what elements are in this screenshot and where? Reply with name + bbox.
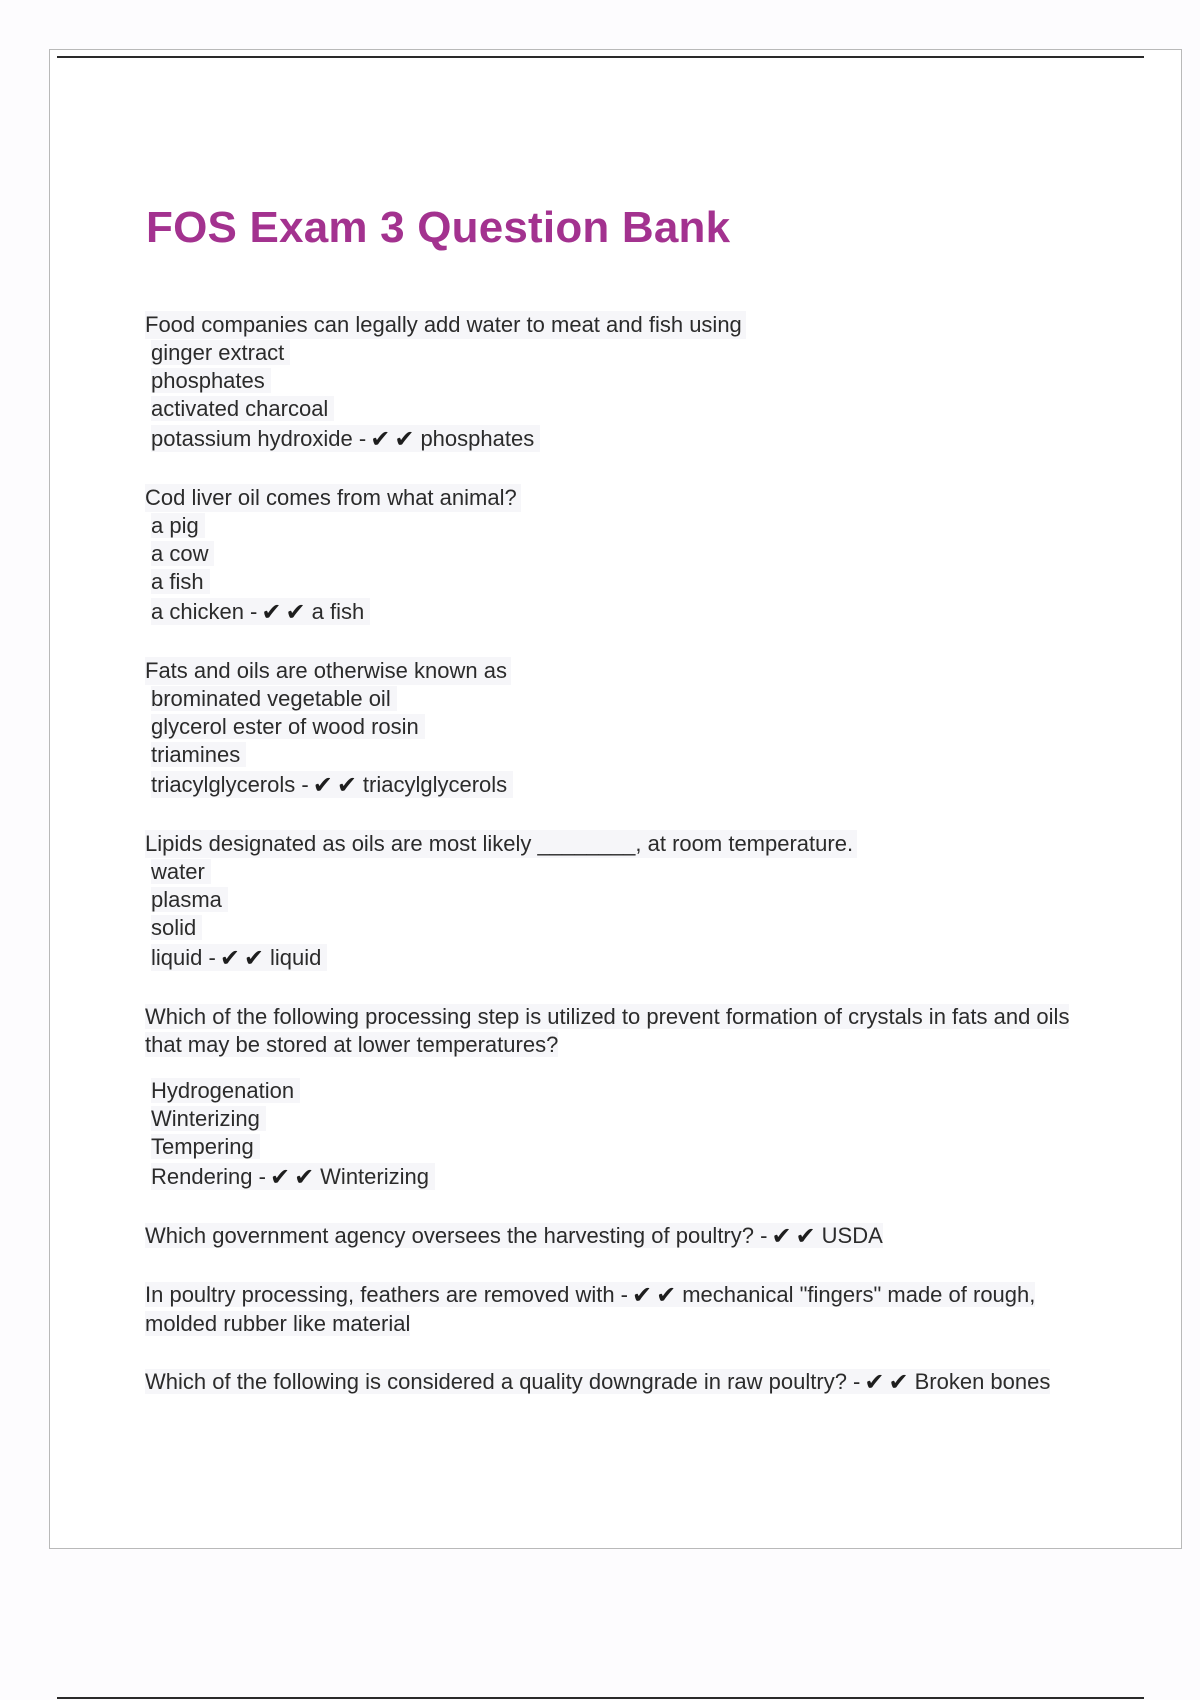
check-mark-icon: ✔✔ (370, 426, 419, 453)
option: triamines (151, 741, 1095, 769)
option: glycerol ester of wood rosin (151, 713, 1095, 741)
option: water (151, 858, 1095, 886)
option: ginger extract (151, 339, 1095, 367)
option: activated charcoal (151, 395, 1095, 423)
answer-text: Broken bones (914, 1369, 1051, 1394)
question-item (145, 1368, 1095, 1397)
page-title: FOS Exam 3 Question Bank (146, 203, 731, 252)
question-text: Fats and oils are otherwise known as (145, 657, 511, 685)
answer-text: liquid (270, 945, 322, 970)
option: brominated vegetable oil (151, 685, 1095, 713)
answer-line (151, 425, 1095, 454)
question-answer-line (145, 1368, 1095, 1397)
option: plasma (151, 886, 1095, 914)
answer-line (151, 598, 1095, 627)
answer-text: USDA (821, 1223, 883, 1248)
question-item (145, 1222, 1095, 1251)
check-mark-icon: ✔✔ (219, 945, 269, 972)
last-option: a chicken - (151, 599, 258, 624)
question-item (145, 1003, 1095, 1192)
option: solid (151, 914, 1095, 942)
answer-line (151, 1163, 1095, 1192)
option: a pig (151, 512, 1095, 540)
last-option: liquid - (151, 945, 216, 970)
answer-line (151, 944, 1095, 973)
question-answer-line (145, 1222, 1095, 1251)
option: a cow (151, 540, 1095, 568)
question-item (145, 311, 1095, 454)
check-mark-icon: ✔✔ (771, 1223, 820, 1250)
check-mark-icon: ✔✔ (312, 772, 361, 799)
question-text: Which of the following processing step is utilized to prevent formation of crystals in fats and oils that may be stored at lower temperatures? (145, 1004, 1070, 1057)
option: phosphates (151, 367, 1095, 395)
question-item (145, 657, 1095, 800)
question-text: Lipids designated as oils are most likely ________, at room temperature. (145, 830, 857, 858)
last-option: triacylglycerols - (151, 772, 309, 797)
check-mark-icon: ✔✔ (261, 599, 310, 626)
question-text: In poultry processing, feathers are removed with - (145, 1282, 629, 1307)
option: Winterizing (151, 1105, 1095, 1133)
question-text: Food companies can legally add water to meat and fish using (145, 311, 746, 339)
option: a fish (151, 568, 1095, 596)
bottom-rule (57, 1697, 1144, 1699)
check-mark-icon: ✔✔ (632, 1282, 681, 1309)
last-option: Rendering - (151, 1164, 266, 1189)
question-item (145, 830, 1095, 973)
answer-line (151, 771, 1095, 800)
option: Hydrogenation (151, 1077, 1095, 1105)
top-rule (57, 56, 1144, 58)
check-mark-icon: ✔✔ (864, 1369, 913, 1396)
question-item (145, 1281, 1095, 1338)
question-list (145, 311, 1095, 1427)
answer-text: mechanical "fingers" made of rough, molded rubber like material (145, 1282, 1036, 1336)
last-option: potassium hydroxide - (151, 426, 367, 451)
question-text: Cod liver oil comes from what animal? (145, 484, 521, 512)
question-item (145, 484, 1095, 627)
option: Tempering (151, 1133, 1095, 1161)
question-text: Which government agency oversees the harvesting of poultry? - (145, 1223, 768, 1248)
answer-text: a fish (311, 599, 365, 624)
question-text: Which of the following is considered a quality downgrade in raw poultry? - (145, 1369, 861, 1394)
answer-text: Winterizing (320, 1164, 429, 1189)
question-answer-line (145, 1281, 1095, 1338)
answer-text: triacylglycerols (362, 772, 508, 797)
check-mark-icon: ✔✔ (269, 1164, 319, 1191)
answer-text: phosphates (420, 426, 535, 451)
